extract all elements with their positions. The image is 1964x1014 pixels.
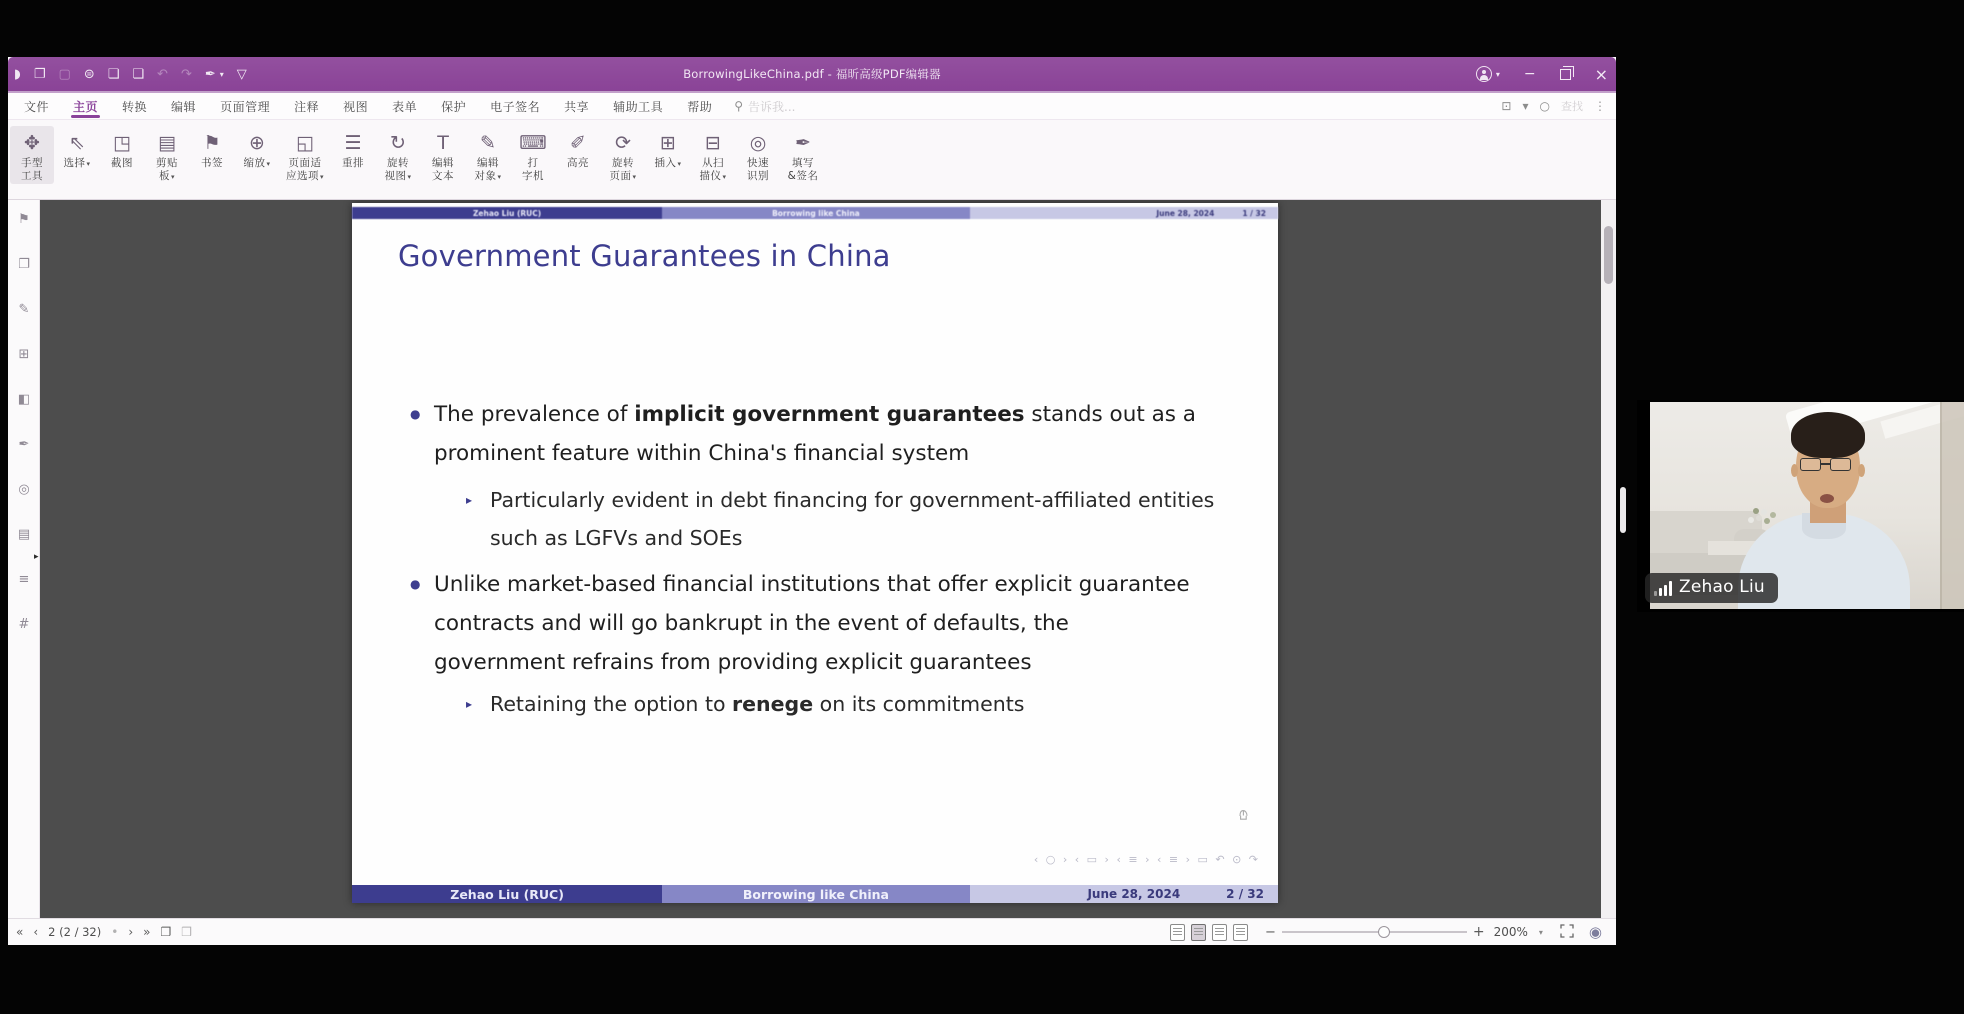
chevron-down-icon: ▾: [497, 172, 502, 181]
titlebar: [8, 57, 1616, 93]
attachments-panel-icon[interactable]: ⊞: [18, 347, 30, 362]
continuous-layout-icon[interactable]: [1191, 924, 1206, 941]
zoom-tool-icon: ⊕: [249, 132, 265, 154]
highlight-tool-button[interactable]: [556, 126, 600, 172]
bullet-triangle: ▸: [466, 493, 473, 507]
edit-text-tool-icon: T: [437, 132, 449, 154]
insert-tool-button[interactable]: [646, 126, 690, 173]
tab-辅助工具[interactable]: 辅助工具: [613, 99, 664, 114]
tellme-placeholder: 告诉我...: [748, 99, 796, 114]
zoom-slider-track[interactable]: [1282, 931, 1467, 933]
speaker-ear: [1858, 464, 1865, 477]
customize-icon[interactable]: ▽: [236, 66, 247, 82]
speaker-ear: [1791, 464, 1798, 477]
bullet-item: [410, 565, 1190, 682]
chevron-down-icon: ▾: [632, 172, 637, 181]
slide-title: Government Guarantees in China: [398, 239, 891, 273]
edit-object-tool-button[interactable]: [466, 126, 510, 185]
thumbnails-panel-icon[interactable]: ❐: [18, 257, 30, 272]
speaker-hair: [1791, 412, 1865, 458]
bullet-triangle: ▸: [466, 697, 473, 711]
bullet-item: [410, 395, 1196, 473]
page-indicator: 2 (2 / 32): [48, 925, 102, 939]
bullet-text: The prevalence of implicit government guarantees stands out as a prominent feature within China's financial system: [434, 402, 1196, 466]
zoom-tool-label: 缩放▾: [243, 157, 271, 169]
pdf-app-window: [8, 57, 1616, 945]
statusbar-view-controls: [1170, 919, 1602, 945]
panel-expand-arrow[interactable]: ▸: [34, 552, 39, 562]
assistant-icon[interactable]: ◉: [1588, 923, 1602, 941]
chevron-down-icon: ▾: [86, 160, 91, 168]
new-file-icon[interactable]: ❏: [132, 66, 145, 82]
tab-编辑[interactable]: 编辑: [171, 99, 197, 114]
redo-icon[interactable]: ↷: [180, 66, 192, 82]
tab-保护[interactable]: 保护: [441, 99, 467, 114]
webcam-drag-handle[interactable]: [1620, 487, 1626, 533]
quick-ocr-tool-label: 快速 识别: [747, 157, 770, 182]
snapshot-tool-icon: ◳: [113, 132, 131, 154]
fullscreen-icon[interactable]: [1560, 923, 1574, 942]
document-area: [40, 200, 1616, 918]
fill-sign-tool-icon: ✒: [795, 132, 811, 154]
rotate-view-tool-button[interactable]: [376, 126, 420, 185]
snapshot-tool-button[interactable]: [100, 126, 144, 172]
zoom-caret-icon[interactable]: ▾: [1538, 927, 1543, 937]
bullet-text: Unlike market-based financial institutions that offer explicit guarantee contracts and will go bankrupt in the event of defaults, the government refrains from providing explicit guarantees: [434, 572, 1190, 675]
bookmark-panel-icon[interactable]: ⚑: [18, 212, 30, 227]
webcam-overlay: [1637, 400, 1964, 612]
menubar-right-icons: [1501, 93, 1606, 119]
pan-hand-icon: [1236, 807, 1251, 826]
close-button[interactable]: ×: [1594, 64, 1608, 84]
edit-object-tool-icon: ✎: [480, 132, 496, 154]
rotate-pages-tool-label: 旋转 页面▾: [609, 157, 637, 182]
reflow-tool-button[interactable]: [331, 126, 375, 172]
fill-sign-tool-label: 填写 &签名: [787, 157, 819, 182]
fill-sign-tool-button[interactable]: [781, 126, 825, 184]
tellme-search[interactable]: [734, 93, 795, 119]
edit-object-tool-label: 编辑 对象▾: [474, 157, 502, 182]
sub-bullet-item: [466, 481, 1214, 557]
menubar: [8, 93, 1616, 120]
rotate-pages-tool-icon: ⟳: [615, 132, 631, 154]
chevron-down-icon: ▾: [722, 172, 727, 181]
panel-caret-icon[interactable]: ▾: [1522, 99, 1529, 113]
footer-page: 2 / 32: [1226, 887, 1264, 901]
fit-options-tool-label: 页面适 应选项▾: [286, 157, 325, 182]
main-area: [8, 200, 1616, 918]
fit-options-tool-button[interactable]: [280, 126, 330, 185]
prev-page-button[interactable]: ‹: [33, 925, 39, 939]
chevron-down-icon: ▾: [677, 160, 682, 168]
tab-视图[interactable]: 视图: [343, 99, 369, 114]
zoom-percentage[interactable]: 200%: [1493, 925, 1528, 939]
chevron-down-icon: ▾: [266, 160, 271, 168]
restore-button[interactable]: [1560, 69, 1571, 80]
facing-layout-icon[interactable]: [1212, 924, 1227, 941]
zoom-in-button[interactable]: +: [1472, 924, 1485, 940]
rotate-view-tool-label: 旋转 视图▾: [384, 157, 412, 182]
chevron-down-icon: ▾: [1495, 69, 1500, 79]
tab-表单[interactable]: 表单: [392, 99, 418, 114]
pen-tool-icon[interactable]: ✒: [204, 66, 216, 82]
zoom-slider: [1265, 924, 1485, 940]
continuous-facing-layout-icon[interactable]: [1233, 924, 1248, 941]
quick-ocr-tool-button[interactable]: [736, 126, 780, 184]
tab-页面管理[interactable]: 页面管理: [220, 99, 271, 114]
zoom-tool-button[interactable]: [235, 126, 279, 173]
fields-panel-icon[interactable]: ▤: [17, 527, 31, 542]
edit-text-tool-button[interactable]: [421, 126, 465, 184]
print-icon[interactable]: ⊜: [83, 66, 95, 82]
participant-name: Zehao Liu: [1679, 577, 1765, 597]
destinations-panel-icon[interactable]: ◎: [18, 482, 30, 497]
statusbar: [8, 918, 1616, 945]
scanner-tool-label: 从扫 描仪▾: [699, 157, 727, 182]
scrollbar-thumb[interactable]: [1604, 226, 1613, 284]
fit-options-tool-icon: ◱: [296, 132, 314, 154]
footer-date-page: [970, 207, 1278, 219]
scanner-tool-button[interactable]: [691, 126, 735, 185]
insert-tool-icon: ⊞: [660, 132, 676, 154]
chevron-down-icon: ▾: [407, 172, 412, 181]
footer-deck-title: Borrowing like China: [662, 207, 969, 219]
tab-转换[interactable]: 转换: [122, 99, 148, 114]
clipboard-tool-icon: ▤: [158, 132, 176, 154]
window-controls: [1476, 57, 1608, 91]
select-tool-label: 选择▾: [63, 157, 91, 169]
highlight-tool-label: 高亮: [567, 157, 590, 169]
footer-date: June 28, 2024: [1156, 208, 1215, 218]
slide-footer: [352, 885, 1278, 903]
avatar-icon: [1476, 66, 1492, 82]
typewriter-tool-label: 打 字机: [522, 157, 545, 182]
open-icon[interactable]: ❐: [33, 66, 46, 82]
zoom-out-button[interactable]: −: [1264, 924, 1276, 940]
participant-nametag: [1645, 573, 1778, 603]
articles-panel-icon[interactable]: ≡: [18, 572, 30, 587]
app-logo-icon[interactable]: ◗: [14, 66, 21, 82]
chevron-down-icon: ▾: [219, 69, 224, 79]
glasses-bridge: [1820, 463, 1831, 465]
reflow-tool-label: 重排: [342, 157, 365, 169]
clipboard-tool-label: 剪贴 板▾: [156, 157, 178, 182]
save-icon[interactable]: ▢: [58, 66, 71, 82]
tellme-icon: ⚲: [734, 99, 743, 113]
previous-slide-footer: [352, 207, 1278, 219]
footer-page: 1 / 32: [1242, 208, 1266, 218]
tab-帮助[interactable]: 帮助: [687, 99, 713, 114]
tab-电子签名[interactable]: 电子签名: [490, 99, 541, 114]
hand-tool-icon: ✥: [24, 132, 40, 154]
signature-panel-icon[interactable]: ✒: [18, 437, 30, 452]
edit-text-tool-label: 编辑 文本: [432, 157, 455, 182]
reflow-tool-icon: ☰: [344, 132, 362, 154]
room-wall: [1940, 402, 1964, 609]
comments-panel-icon[interactable]: ✎: [18, 302, 30, 317]
typewriter-tool-icon: ⌨: [519, 132, 547, 154]
tab-共享[interactable]: 共享: [564, 99, 590, 114]
bullet-text: Retaining the option to renege on its commitments: [490, 692, 1025, 716]
sub-bullet-item: [466, 685, 1024, 723]
minimize-button[interactable]: −: [1523, 66, 1536, 82]
select-tool-icon: ⇖: [69, 132, 85, 154]
chevron-down-icon: ▾: [320, 172, 325, 181]
rotate-pages-tool-button[interactable]: [601, 126, 645, 185]
scanner-tool-icon: ⊟: [705, 132, 721, 154]
tags-panel-icon[interactable]: #: [18, 617, 30, 632]
vertical-scrollbar[interactable]: [1601, 200, 1616, 918]
snapshot-tool-label: 截图: [111, 157, 133, 169]
mail-icon[interactable]: ❏: [107, 66, 120, 82]
clipboard-page-icon[interactable]: ❒: [181, 925, 193, 939]
footer-deck-title: Borrowing like China: [662, 885, 969, 903]
highlight-tool-icon: ✐: [570, 132, 586, 154]
page-layout-toggles: [1170, 924, 1248, 941]
speaker-mouth: [1820, 494, 1834, 503]
bookmark-tool-label: 书签: [201, 157, 223, 169]
typewriter-tool-button[interactable]: [511, 126, 555, 184]
insert-tool-label: 插入▾: [654, 157, 682, 169]
last-page-button[interactable]: »: [143, 925, 151, 939]
plant: [1748, 517, 1754, 523]
rotate-view-tool-icon: ↻: [390, 132, 406, 154]
bookmark-tool-icon: ⚑: [203, 132, 221, 154]
select-tool-button[interactable]: [55, 126, 99, 173]
first-page-button[interactable]: «: [16, 925, 24, 939]
glasses-icon: [1800, 458, 1821, 471]
bullet-dot: ●: [410, 577, 421, 591]
more-menu-icon[interactable]: ⋮: [1594, 99, 1606, 113]
tab-注释[interactable]: 注释: [294, 99, 320, 114]
quick-ocr-tool-icon: ◎: [749, 132, 767, 154]
window-title: BorrowingLikeChina.pdf - 福昕高级PDF编辑器: [683, 67, 941, 81]
chevron-down-icon: ▾: [170, 172, 175, 181]
menu-tabs: [8, 93, 724, 119]
glasses-icon: [1830, 458, 1851, 471]
tab-主页[interactable]: 主页: [61, 93, 110, 119]
footer-author: Zehao Liu (RUC): [352, 885, 662, 903]
search-icon[interactable]: ○: [1539, 99, 1550, 113]
next-page-button[interactable]: ›: [128, 925, 134, 939]
clipboard-tool-button[interactable]: [145, 126, 189, 185]
tab-文件[interactable]: 文件: [24, 99, 50, 114]
undo-icon[interactable]: ↶: [157, 66, 168, 82]
footer-author: Zehao Liu (RUC): [352, 207, 662, 219]
footer-date: June 28, 2024: [1087, 887, 1181, 901]
signal-bars-icon: [1654, 581, 1672, 596]
dot-separator: •: [111, 925, 119, 939]
bullet-dot: ●: [410, 407, 421, 421]
statusbar-page-controls: [16, 919, 192, 945]
beamer-nav-symbols: ‹ ○ › ‹ ▭ › ‹ ≡ › ‹ ≡ › ▭ ↶ ⊙ ↷: [1033, 853, 1260, 866]
hand-tool-label: 手型 工具: [21, 157, 43, 182]
zoom-slider-knob[interactable]: [1378, 926, 1390, 938]
ribbon-toolbar: [8, 120, 1616, 200]
panel-layout-icon[interactable]: ⊡: [1501, 99, 1512, 113]
account-button[interactable]: [1476, 66, 1500, 82]
slide-page: [352, 203, 1278, 903]
find-label[interactable]: 查找: [1561, 100, 1583, 113]
left-panel-bar: [8, 200, 40, 918]
layers-panel-icon[interactable]: ◧: [17, 392, 31, 407]
bookmark-tool-button[interactable]: [190, 126, 234, 172]
bullet-text: Particularly evident in debt financing for government-affiliated entities such as LGFVs and SOEs: [490, 488, 1215, 550]
single-page-layout-icon[interactable]: [1170, 924, 1185, 941]
snapshot-page-icon[interactable]: ❐: [160, 925, 172, 939]
hand-tool-button[interactable]: [10, 126, 54, 184]
footer-date-page: [970, 885, 1278, 903]
